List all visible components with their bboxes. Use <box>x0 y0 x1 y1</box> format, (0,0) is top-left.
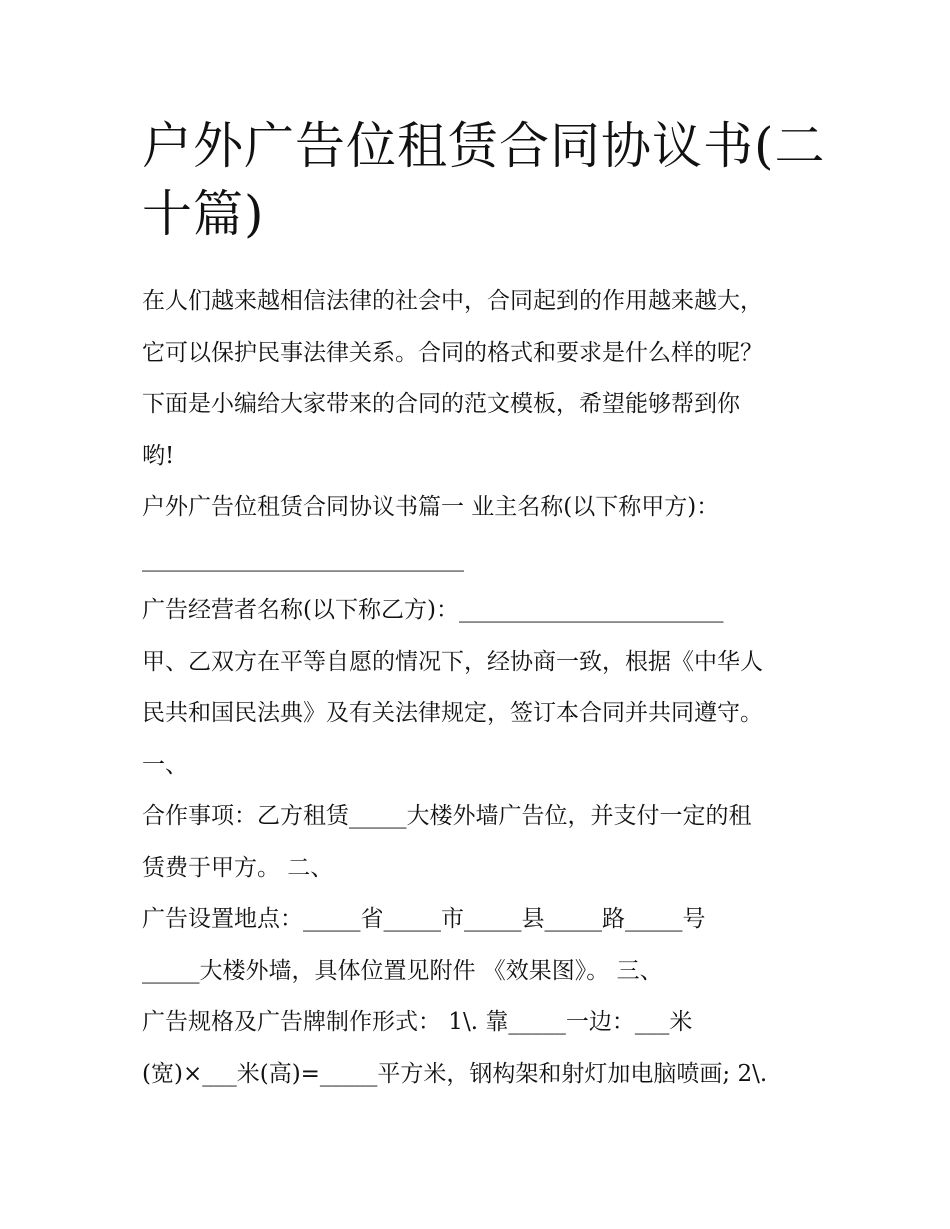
document-title: 户外广告位租赁合同协议书(二 十篇) <box>142 117 826 243</box>
paragraph-line: 赁费于甲方。 二、 <box>142 854 334 881</box>
paragraph-line: 民共和国民法典》及有关法律规定，签订本合同并共同遵守。 <box>142 700 763 726</box>
section-heading-line: 户外广告位租赁合同协议书篇一 业主名称(以下称甲方)： <box>142 494 720 520</box>
paragraph-line: 它可以保护民事法律关系。合同的格式和要求是什么样的呢？ <box>142 339 763 366</box>
paragraph-line: 在人们越来越相信法律的社会中，合同起到的作用越来越大， <box>142 288 763 314</box>
paragraph-line: _____大楼外墙，具体位置见附件 《效果图》。 三、 <box>142 957 663 984</box>
paragraph-line: 甲、乙双方在平等自愿的情况下，经协商一致，根据《中华人 <box>142 648 763 675</box>
paragraph-line: 合作事项：乙方租赁_____大楼外墙广告位，并支付一定的租 <box>142 803 752 829</box>
paragraph-line: 广告经营者名称(以下称乙方)：_______________________ <box>142 597 724 623</box>
blank-underline: ____________________________ <box>142 545 464 572</box>
paragraph-line: 广告设置地点：_____省_____市_____县_____路_____号 <box>142 906 706 932</box>
paragraph-line: (宽)×___米(高)=_____平方米，钢构架和射灯加电脑喷画; 2\. <box>142 1060 768 1087</box>
clause-number: 一、 <box>142 751 188 778</box>
paragraph-line: 下面是小编给大家带来的合同的范文模板，希望能够帮到你 <box>142 391 740 417</box>
document-body <box>142 276 842 1100</box>
paragraph-line: 广告规格及广告牌制作形式： 1\. 靠_____一边：___米 <box>142 1009 693 1035</box>
paragraph-line: 哟! <box>142 442 175 469</box>
